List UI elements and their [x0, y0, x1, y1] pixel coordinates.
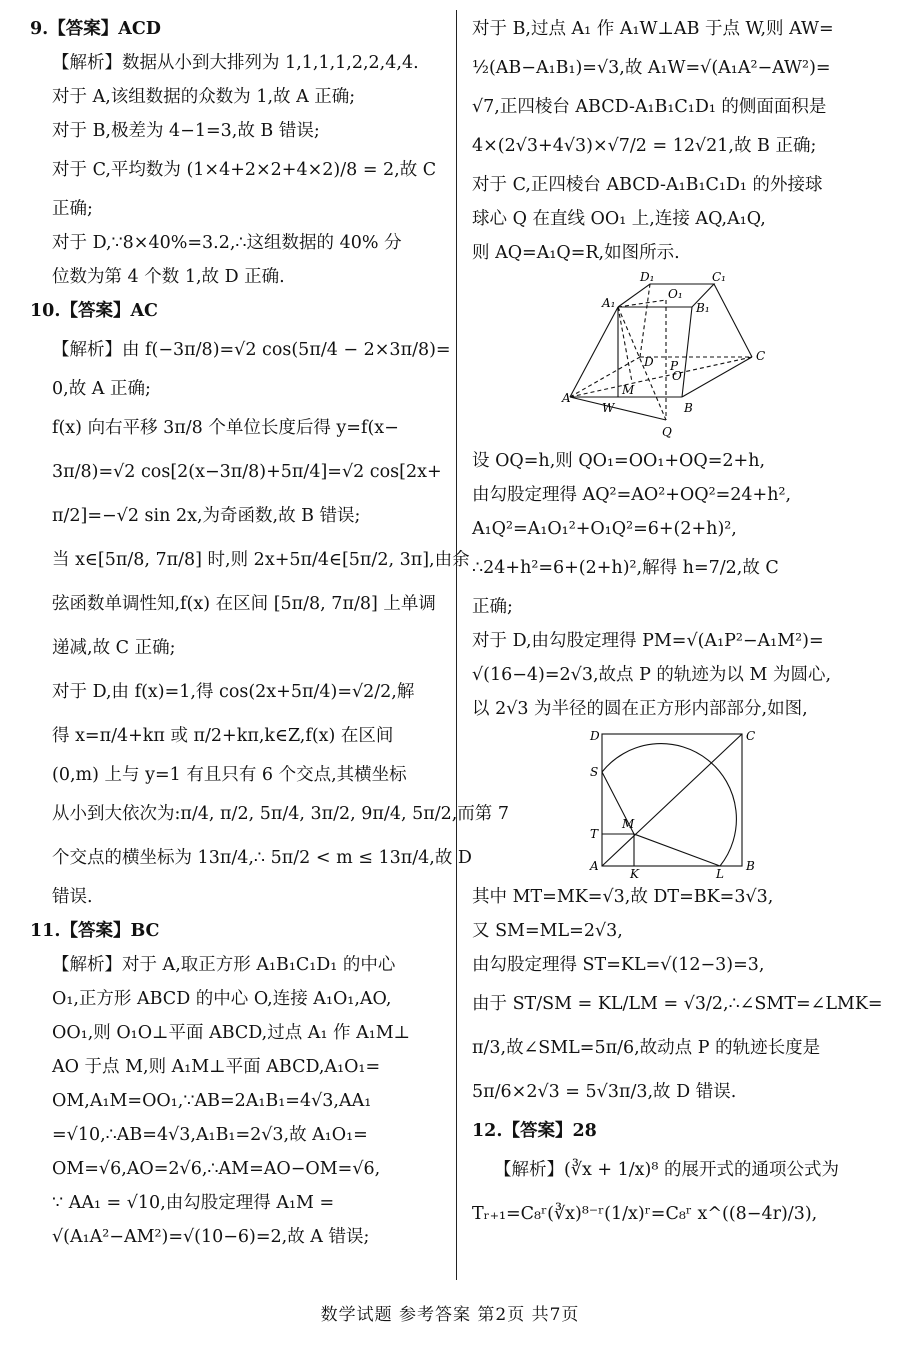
- text-line: OM,A₁M=OO₁,∵AB=2A₁B₁=4√3,AA₁: [52, 1091, 372, 1111]
- label-K: K: [630, 867, 639, 881]
- text-line: ∴24+h²=6+(2+h)²,解得 h=7/2,故 C: [472, 558, 779, 578]
- label-D: D: [644, 355, 654, 369]
- text-line: 【解析】数据从小到大排列为 1,1,1,1,2,2,4,4.: [52, 53, 419, 73]
- label-A: A: [562, 391, 571, 405]
- text-line: OO₁,则 O₁O⊥平面 ABCD,过点 A₁ 作 A₁M⊥: [52, 1023, 411, 1043]
- text-line: √(16−4)=2√3,故点 P 的轨迹为以 M 为圆心,: [472, 665, 832, 685]
- page-footer: 数学试题 参考答案 第2页 共7页: [320, 1305, 580, 1325]
- text-line: OM=√6,AO=2√6,∴AM=AO−OM=√6,: [52, 1159, 381, 1179]
- text-line: 当 x∈[5π/8, 7π/8] 时,则 2x+5π/4∈[5π/2, 3π],由余: [52, 550, 470, 570]
- text-line: √7,正四棱台 ABCD-A₁B₁C₁D₁ 的侧面面积是: [472, 97, 827, 117]
- label-B: B: [746, 859, 755, 873]
- text-line: f(x) 向右平移 3π/8 个单位长度后得 y=f(x−: [52, 418, 399, 438]
- text-line: 又 SM=ML=2√3,: [472, 921, 623, 941]
- text-line: AO 于点 M,则 A₁M⊥平面 ABCD,A₁O₁=: [52, 1057, 381, 1077]
- text-line: 5π/6×2√3 = 5√3π/3,故 D 错误.: [472, 1082, 737, 1102]
- label-L: L: [716, 867, 724, 881]
- text-line: 设 OQ=h,则 QO₁=OO₁+OQ=2+h,: [472, 451, 766, 471]
- text-line: π/3,故∠SML=5π/6,故动点 P 的轨迹长度是: [472, 1038, 821, 1058]
- text-line: 4×(2√3+4√3)×√7/2 = 12√21,故 B 正确;: [472, 136, 817, 156]
- text-line: 对于 A,该组数据的众数为 1,故 A 正确;: [52, 87, 356, 107]
- text-line: 得 x=π/4+kπ 或 π/2+kπ,k∈Z,f(x) 在区间: [52, 726, 394, 746]
- label-D: D: [590, 729, 600, 743]
- column-divider: [456, 10, 457, 1280]
- right-column: [472, 12, 883, 1236]
- text-line: 则 AQ=A₁Q=R,如图所示.: [472, 243, 680, 263]
- label-B1: B₁: [696, 301, 710, 315]
- label-W: W: [602, 401, 615, 415]
- answer-9: 9.【答案】ACD: [30, 19, 161, 39]
- label-T: T: [590, 827, 599, 841]
- text-line: 由勾股定理得 ST=KL=√(12−3)=3,: [472, 955, 765, 975]
- label-P: P: [670, 359, 679, 373]
- text-line: 其中 MT=MK=√3,故 DT=BK=3√3,: [472, 887, 774, 907]
- answer-11: 11.【答案】BC: [30, 921, 160, 941]
- left-column: [30, 12, 510, 1254]
- text-line: 3π/8)=√2 cos[2(x−3π/8)+5π/4]=√2 cos[2x+: [52, 462, 442, 482]
- frustum-figure: [562, 272, 782, 442]
- text-line: 对于 B,极差为 4−1=3,故 B 错误;: [52, 121, 320, 141]
- text-line: O₁,正方形 ABCD 的中心 O,连接 A₁O₁,AO,: [52, 989, 392, 1009]
- label-Q: Q: [662, 425, 672, 439]
- text-line: 递减,故 C 正确;: [52, 638, 176, 658]
- label-A1: A₁: [602, 296, 616, 310]
- label-S: S: [590, 765, 599, 779]
- text-line: π/2]=−√2 sin 2x,为奇函数,故 B 错误;: [52, 506, 361, 526]
- text-line: 【解析】由 f(−3π/8)=√2 cos(5π/4 − 2×3π/8)=: [52, 340, 451, 360]
- label-O1: O₁: [668, 287, 683, 301]
- text-line: 【解析】(∛x + 1/x)⁸ 的展开式的通项公式为: [494, 1160, 839, 1180]
- text-line: 弦函数单调性知,f(x) 在区间 [5π/8, 7π/8] 上单调: [52, 594, 436, 614]
- text-line: =√10,∴AB=4√3,A₁B₁=2√3,故 A₁O₁=: [52, 1125, 368, 1145]
- text-line: 正确;: [472, 597, 513, 617]
- text-line: Tᵣ₊₁=C₈ʳ(∛x)⁸⁻ʳ(1/x)ʳ=C₈ʳ x^((8−4r)/3),: [472, 1204, 818, 1224]
- text-line: 个交点的横坐标为 13π/4,∴ 5π/2 < m ≤ 13π/4,故 D: [52, 848, 472, 868]
- text-line: 由于 ST/SM = KL/LM = √3/2,∴∠SMT=∠LMK=: [472, 994, 883, 1014]
- text-line: (0,m) 上与 y=1 有且只有 6 个交点,其横坐标: [52, 765, 407, 785]
- square-figure: [582, 728, 762, 881]
- answer-12: 12.【答案】28: [472, 1121, 597, 1141]
- label-D1: D₁: [640, 270, 655, 284]
- text-line: 0,故 A 正确;: [52, 379, 151, 399]
- text-line: 错误.: [52, 887, 93, 907]
- label-B: B: [684, 401, 693, 415]
- text-line: 位数为第 4 个数 1,故 D 正确.: [52, 267, 285, 287]
- label-C1: C₁: [712, 270, 726, 284]
- text-line: A₁Q²=A₁O₁²+O₁Q²=6+(2+h)²,: [472, 519, 737, 539]
- text-line: 对于 D,∵8×40%=3.2,∴这组数据的 40% 分: [52, 233, 402, 253]
- label-C: C: [746, 729, 756, 743]
- text-line: 球心 Q 在直线 OO₁ 上,连接 AQ,A₁Q,: [472, 209, 766, 229]
- text-line: 对于 D,由勾股定理得 PM=√(A₁P²−A₁M²)=: [472, 631, 824, 651]
- label-C: C: [756, 349, 766, 363]
- text-line: 由勾股定理得 AQ²=AO²+OQ²=24+h²,: [472, 485, 792, 505]
- text-line: 对于 B,过点 A₁ 作 A₁W⊥AB 于点 W,则 AW=: [472, 19, 834, 39]
- label-A: A: [590, 859, 599, 873]
- label-O: O: [672, 369, 682, 383]
- label-M: M: [622, 383, 635, 397]
- text-line: √(A₁A²−AM²)=√(10−6)=2,故 A 错误;: [52, 1227, 370, 1247]
- label-M: M: [622, 817, 635, 831]
- text-line: ∵ AA₁ = √10,由勾股定理得 A₁M =: [52, 1193, 335, 1213]
- text-line: 从小到大依次为:π/4, π/2, 5π/4, 3π/2, 9π/4, 5π/2,而第 7: [52, 804, 510, 824]
- text-line: 【解析】对于 A,取正方形 A₁B₁C₁D₁ 的中心: [52, 955, 396, 975]
- text-line: ½(AB−A₁B₁)=√3,故 A₁W=√(A₁A²−AW²)=: [472, 58, 831, 78]
- text-line: 对于 C,正四棱台 ABCD-A₁B₁C₁D₁ 的外接球: [472, 175, 823, 195]
- text-line: 对于 D,由 f(x)=1,得 cos(2x+5π/4)=√2/2,解: [52, 682, 415, 702]
- answer-10: 10.【答案】AC: [30, 301, 158, 321]
- text-line: 正确;: [52, 199, 93, 219]
- text-line: 对于 C,平均数为 (1×4+2×2+4×2)/8 = 2,故 C: [52, 160, 437, 180]
- text-line: 以 2√3 为半径的圆在正方形内部部分,如图,: [472, 699, 808, 719]
